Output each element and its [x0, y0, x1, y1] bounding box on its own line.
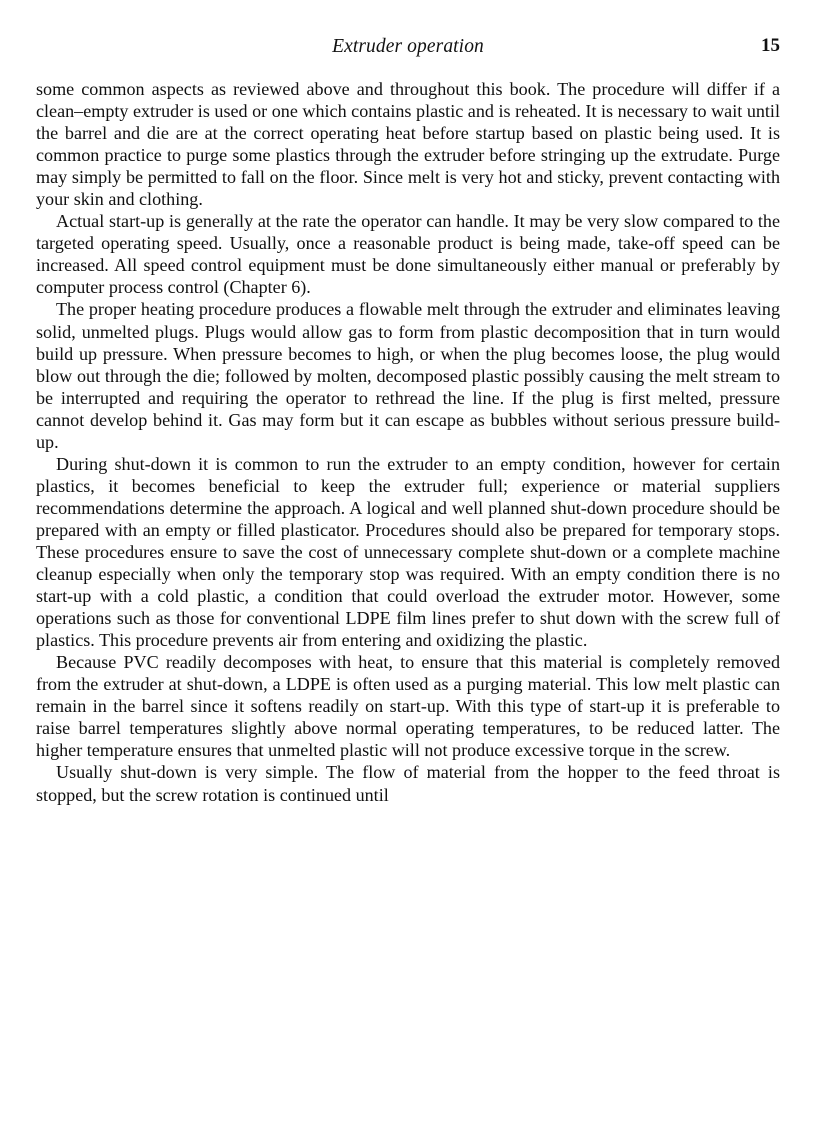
paragraph: The proper heating procedure produces a flowable melt through the extruder and eliminates leaving solid, unmelted plugs. Plugs would allow gas to form from plastic decomposition that in turn would build up pressure. When pressure becomes to high, or when the plug becomes loose, the plug would blow out through the die; followed by molten, decomposed plastic possibly causing the melt stream to be interrupted and requiring the operator to rethread the line. If the plug is first melted, pressure cannot develop behind it. Gas may form but it can escape as bubbles without serious pressure build-up. [36, 299, 780, 452]
paragraph: During shut-down it is common to run the extruder to an empty condition, however for certain plastics, it becomes beneficial to keep the extruder full; experience or material suppliers recommendations determine the approach. A logical and well planned shut-down procedure should be prepared with an empty or filled plasticator. Procedures should also be prepared for temporary stops. These procedures ensure to save the cost of unnecessary complete shut-down or a complete machine cleanup especially when only the temporary stop was required. With an empty condition there is no start-up with a cold plastic, a condition that could overload the extruder motor. However, some operations such as those for conventional LDPE film lines prefer to shut down with the screw full of plastics. This procedure prevents air from entering and oxidizing the plastic. [36, 453, 780, 651]
paragraph: Actual start-up is generally at the rate the operator can handle. It may be very slow compared to the targeted operating speed. Usually, once a reasonable product is being made, take-off speed can be increased. All speed control equipment must be done simultaneously either manual or preferably by computer process control (Chapter 6). [36, 211, 780, 298]
running-head [36, 36, 780, 62]
paragraph: Usually shut-down is very simple. The flow of material from the hopper to the feed throat is stopped, but the screw rotation is continued until [36, 762, 780, 805]
page-number: 15 [761, 35, 780, 56]
body-text [36, 78, 780, 806]
paragraph: some common aspects as reviewed above and throughout this book. The procedure will differ if a clean–empty extruder is used or one which contains plastic and is reheated. It is necessary to wait until the barrel and die are at the correct operating heat before startup based on plastic being used. It is common practice to purge some plastics through the extruder before stringing up the extrudate. Purge may simply be permitted to fall on the floor. Since melt is very hot and sticky, prevent contacting with your skin and clothing. [36, 79, 780, 210]
paragraph: Because PVC readily decomposes with heat, to ensure that this material is completely removed from the extruder at shut-down, a LDPE is often used as a purging material. This low melt plastic can remain in the barrel since it softens readily on start-up. With this type of start-up it is preferable to raise barrel temperatures slightly above normal operating temperatures, to be reduced latter. The higher temperature ensures that unmelted plastic will not produce excessive torque in the screw. [36, 652, 780, 761]
running-head-title: Extruder operation [332, 36, 484, 57]
